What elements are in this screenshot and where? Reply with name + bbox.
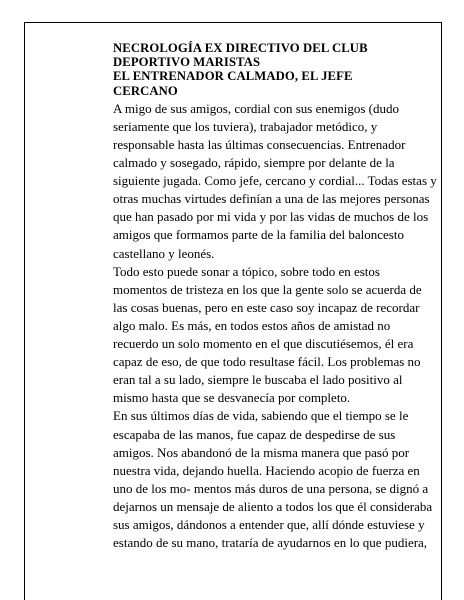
heading-line: EL ENTRENADOR CALMADO, EL JEFE <box>113 69 353 84</box>
heading-line: DEPORTIVO MARISTAS <box>113 55 261 70</box>
article <box>113 41 437 552</box>
paragraph-2: Todo esto puede sonar a tópico, sobre todo en estos momentos de tristeza en los que la gente solo se acuerda de las cosas buenas, pero en este caso soy incapaz de recordar algo malo. Es más, en todos estos años de amistad no recuerdo un solo momento en el que discutiésemos, él era capaz de eso, de que todo resultase fácil. Los problemas no eran tal a su lado, siempre le buscaba el lado positivo al mismo hasta que se desvanecía por completo. <box>113 263 422 406</box>
paragraph-3: En sus últimos días de vida, sabiendo que el tiempo se le escapaba de las manos, fue capaz de despedirse de sus amigos. Nos abandonó de la misma manera que pasó por nuestra vida, dejando huella. Haciendo acopio de fuerza en uno de los mo- mentos más duros de una persona, se dignó a dejarnos un mensaje de aliento a todos los que él consideraba sus amigos, dándonos a entender que, allí dónde estuviese y estando de su mano, trataría de ayudarnos en lo que pudiera, <box>113 408 433 551</box>
heading-line: CERCANO <box>113 83 178 98</box>
paragraph-1: A migo de sus amigos, cordial con sus enemigos (dudo seriamente que los tuviera), trabajador metódico, y responsable hasta las últimas consecuencias. Entrenador calmado y sosegado, rápido, siempre por delante de la siguiente jugada. Como jefe, cercano y cordial... Todas estas y otras muchas virtudes definían a una de las mejores personas que han pasado por mi vida y por las vidas de muchos de los amigos que formamos parte de la familia del baloncesto castellano y leonés. <box>113 100 437 261</box>
article-heading <box>113 41 437 98</box>
heading-line: NECROLOGÍA EX DIRECTIVO DEL CLUB <box>113 41 368 55</box>
